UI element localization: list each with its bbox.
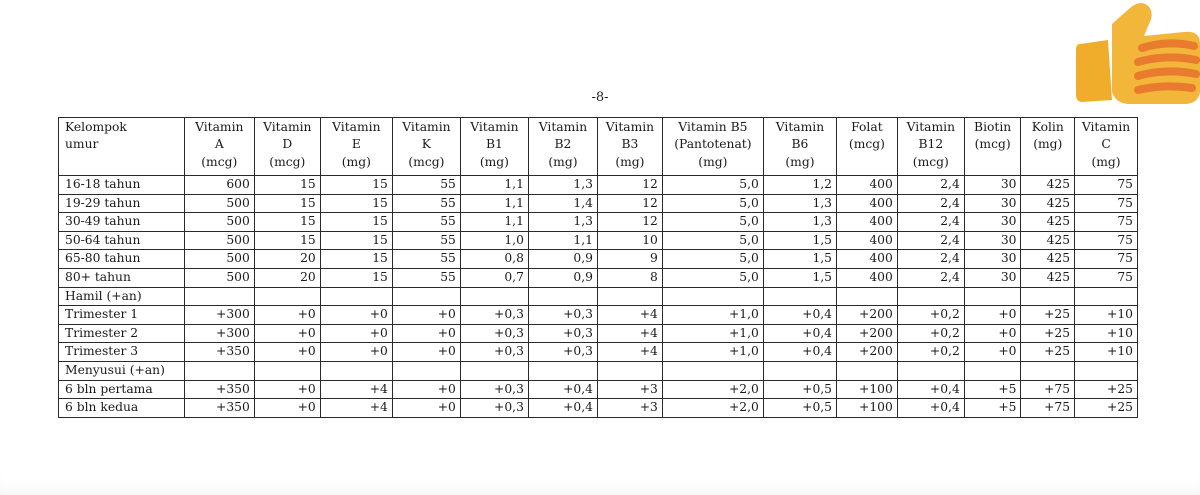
- table-cell: 75: [1075, 231, 1138, 250]
- table-cell: +300: [184, 306, 254, 325]
- table-cell: +0,4: [763, 343, 836, 362]
- column-header-line: Vitamin: [402, 120, 451, 134]
- table-cell: +0: [964, 324, 1021, 343]
- table-cell: [897, 287, 964, 306]
- table-cell: 425: [1021, 231, 1075, 250]
- table-cell: +0: [964, 343, 1021, 362]
- table-cell: +5: [964, 399, 1021, 418]
- table-cell: [597, 361, 662, 380]
- table-cell: 75: [1075, 213, 1138, 232]
- table-cell: 75: [1075, 268, 1138, 287]
- column-header: [662, 118, 763, 176]
- column-header-line: Biotin: [974, 120, 1012, 134]
- table-cell: +0: [392, 399, 460, 418]
- column-header-line: umur: [65, 137, 99, 152]
- table-cell: +1,0: [662, 324, 763, 343]
- table-cell: +0: [392, 306, 460, 325]
- column-header-line: Vitamin: [775, 120, 825, 134]
- table-cell: 20: [254, 250, 320, 269]
- column-header: [837, 118, 898, 176]
- column-header-line: (mg): [1033, 137, 1063, 152]
- table-cell: [597, 287, 662, 306]
- table-cell: +0: [392, 380, 460, 399]
- table-cell: 0,7: [460, 268, 528, 287]
- table-cell: +25: [1021, 343, 1075, 362]
- column-header-line: Vitamin: [470, 120, 519, 134]
- row-label: Menyusui (+an): [59, 361, 185, 380]
- table-row: [59, 213, 1138, 232]
- column-header-line: Folat: [851, 120, 883, 134]
- table-row: [59, 399, 1138, 418]
- table-cell: 55: [392, 231, 460, 250]
- table-cell: [184, 361, 254, 380]
- table-cell: +4: [320, 380, 392, 399]
- table-cell: +0,2: [897, 324, 964, 343]
- table-cell: +200: [837, 324, 898, 343]
- table-cell: 15: [254, 213, 320, 232]
- table-cell: 30: [964, 213, 1021, 232]
- table-cell: 1,0: [460, 231, 528, 250]
- table-cell: 12: [597, 194, 662, 213]
- column-header: [1021, 118, 1075, 176]
- column-header-line: Vitamin B5: [678, 120, 748, 134]
- table-cell: +0: [964, 306, 1021, 325]
- table-cell: 2,4: [897, 194, 964, 213]
- table-cell: +10: [1075, 324, 1138, 343]
- table-row: [59, 343, 1138, 362]
- column-header: [528, 118, 597, 176]
- table-cell: 20: [254, 268, 320, 287]
- table-cell: [320, 361, 392, 380]
- table-cell: 12: [597, 176, 662, 195]
- table-cell: 30: [964, 176, 1021, 195]
- table-cell: +0,3: [460, 306, 528, 325]
- table-cell: 5,0: [662, 250, 763, 269]
- table-cell: 1,1: [460, 194, 528, 213]
- table-cell: 500: [184, 268, 254, 287]
- column-header: [763, 118, 836, 176]
- table-cell: [392, 287, 460, 306]
- table-cell: [964, 287, 1021, 306]
- thumbs-up-icon: [1072, 0, 1200, 110]
- column-header-line: B2: [554, 137, 572, 152]
- column-header-line: K: [421, 137, 431, 152]
- column-header: [392, 118, 460, 176]
- table-cell: 5,0: [662, 176, 763, 195]
- column-header-line: (mcg): [912, 154, 949, 169]
- table-cell: [460, 287, 528, 306]
- table-cell: +0: [254, 306, 320, 325]
- column-header-line: (mcg): [201, 154, 238, 169]
- table-cell: +0,3: [528, 343, 597, 362]
- table-cell: 1,3: [528, 213, 597, 232]
- table-cell: 0,8: [460, 250, 528, 269]
- table-cell: 75: [1075, 194, 1138, 213]
- table-cell: 15: [254, 176, 320, 195]
- table-cell: [964, 361, 1021, 380]
- table-cell: +0,3: [460, 343, 528, 362]
- table-cell: +0,5: [763, 399, 836, 418]
- column-header-line: B12: [918, 137, 944, 152]
- column-header-line: Kolin: [1031, 120, 1064, 134]
- table-cell: 55: [392, 250, 460, 269]
- table-cell: +0: [392, 324, 460, 343]
- table-cell: [528, 361, 597, 380]
- table-cell: [837, 361, 898, 380]
- table-cell: +0,2: [897, 306, 964, 325]
- table-cell: 1,1: [528, 231, 597, 250]
- table-cell: 425: [1021, 268, 1075, 287]
- column-header-line: Vitamin: [332, 120, 381, 134]
- column-header-line: (mcg): [848, 137, 885, 152]
- table-cell: +0: [254, 343, 320, 362]
- table-cell: +4: [597, 306, 662, 325]
- table-cell: 425: [1021, 194, 1075, 213]
- column-header-line: E: [351, 137, 361, 152]
- table-cell: +4: [597, 343, 662, 362]
- table-cell: 1,1: [460, 213, 528, 232]
- column-header-line: D: [282, 137, 293, 152]
- column-header-line: Vitamin: [195, 120, 244, 134]
- column-header-line: C: [1101, 137, 1111, 152]
- column-header-line: (mcg): [974, 137, 1011, 152]
- table-cell: 400: [837, 194, 898, 213]
- row-label: Trimester 1: [59, 306, 185, 325]
- column-header-line: (mg): [1091, 154, 1121, 169]
- column-header-line: Vitamin: [605, 120, 655, 134]
- column-header: [1075, 118, 1138, 176]
- table-cell: +350: [184, 380, 254, 399]
- table-cell: +0,4: [897, 399, 964, 418]
- table-cell: +25: [1021, 306, 1075, 325]
- table-cell: 2,4: [897, 231, 964, 250]
- table-cell: +10: [1075, 306, 1138, 325]
- table-cell: [662, 287, 763, 306]
- table-cell: 500: [184, 213, 254, 232]
- section-row: [59, 287, 1138, 306]
- table-cell: 15: [320, 194, 392, 213]
- table-cell: +0: [320, 324, 392, 343]
- table-cell: 2,4: [897, 268, 964, 287]
- table-cell: 425: [1021, 213, 1075, 232]
- column-header: [597, 118, 662, 176]
- table-row: [59, 268, 1138, 287]
- column-header: [59, 118, 185, 176]
- table-cell: 400: [837, 231, 898, 250]
- table-cell: 15: [320, 231, 392, 250]
- table-cell: [1075, 361, 1138, 380]
- table-cell: +0: [254, 380, 320, 399]
- table-cell: 400: [837, 213, 898, 232]
- row-label: Trimester 2: [59, 324, 185, 343]
- table-cell: +100: [837, 380, 898, 399]
- table-cell: 1,3: [528, 176, 597, 195]
- table-cell: 55: [392, 213, 460, 232]
- table-row: [59, 306, 1138, 325]
- table-cell: 55: [392, 176, 460, 195]
- table-cell: 15: [254, 231, 320, 250]
- table-cell: 5,0: [662, 194, 763, 213]
- table-cell: +0,4: [528, 399, 597, 418]
- table-cell: 30: [964, 231, 1021, 250]
- table-cell: +0,3: [528, 306, 597, 325]
- column-header: [184, 118, 254, 176]
- row-label: 50-64 tahun: [59, 231, 185, 250]
- row-label: 30-49 tahun: [59, 213, 185, 232]
- table-cell: 30: [964, 194, 1021, 213]
- table-cell: [763, 287, 836, 306]
- row-label: Hamil (+an): [59, 287, 185, 306]
- table-cell: 425: [1021, 250, 1075, 269]
- table-cell: 15: [320, 176, 392, 195]
- table-cell: 1,5: [763, 231, 836, 250]
- table-cell: 15: [320, 250, 392, 269]
- table-cell: [1021, 361, 1075, 380]
- column-header: [320, 118, 392, 176]
- table-cell: +0,4: [528, 380, 597, 399]
- table-cell: 5,0: [662, 231, 763, 250]
- table-cell: [837, 287, 898, 306]
- table-cell: +0,4: [763, 324, 836, 343]
- header-row: [59, 118, 1138, 176]
- column-header-line: Vitamin: [906, 120, 955, 134]
- table-cell: 75: [1075, 250, 1138, 269]
- table-cell: +0,3: [460, 380, 528, 399]
- column-header-line: (mg): [479, 154, 509, 169]
- table-cell: [392, 361, 460, 380]
- table-cell: 10: [597, 231, 662, 250]
- table-cell: 1,2: [763, 176, 836, 195]
- table-cell: 30: [964, 250, 1021, 269]
- table-cell: 1,5: [763, 250, 836, 269]
- table-cell: [1021, 287, 1075, 306]
- table-cell: [1075, 287, 1138, 306]
- table-cell: [320, 287, 392, 306]
- table-row: [59, 231, 1138, 250]
- table-cell: [254, 361, 320, 380]
- table-cell: +75: [1021, 399, 1075, 418]
- table-cell: +300: [184, 324, 254, 343]
- column-header-line: (mcg): [408, 154, 445, 169]
- column-header-line: (mg): [341, 154, 371, 169]
- table-cell: +0: [254, 399, 320, 418]
- table-cell: [763, 361, 836, 380]
- table-cell: 500: [184, 250, 254, 269]
- table-cell: +4: [597, 324, 662, 343]
- table-cell: [254, 287, 320, 306]
- table-cell: +200: [837, 306, 898, 325]
- table-cell: 12: [597, 213, 662, 232]
- column-header: [897, 118, 964, 176]
- column-header: [460, 118, 528, 176]
- column-header: [964, 118, 1021, 176]
- table-header: [59, 118, 1138, 176]
- table-cell: 1,3: [763, 213, 836, 232]
- column-header-line: B3: [621, 137, 639, 152]
- table-cell: +200: [837, 343, 898, 362]
- table-cell: +350: [184, 343, 254, 362]
- table-row: [59, 380, 1138, 399]
- table-cell: 55: [392, 194, 460, 213]
- table-cell: +100: [837, 399, 898, 418]
- column-header-line: (mg): [785, 154, 815, 169]
- table-cell: +350: [184, 399, 254, 418]
- table-cell: +0,5: [763, 380, 836, 399]
- column-header-line: B6: [791, 137, 809, 152]
- table-cell: +0,4: [763, 306, 836, 325]
- table-cell: +0,2: [897, 343, 964, 362]
- table-cell: 2,4: [897, 176, 964, 195]
- table-cell: 15: [254, 194, 320, 213]
- table-cell: +0: [392, 343, 460, 362]
- table-cell: +0: [320, 343, 392, 362]
- table-cell: 400: [837, 268, 898, 287]
- table-cell: +0,3: [460, 399, 528, 418]
- table-cell: 2,4: [897, 250, 964, 269]
- table-cell: 9: [597, 250, 662, 269]
- table-cell: 55: [392, 268, 460, 287]
- table-cell: +0: [254, 324, 320, 343]
- column-header-line: (mcg): [269, 154, 306, 169]
- table-cell: 2,4: [897, 213, 964, 232]
- nutrition-table: [58, 117, 1138, 418]
- table-cell: 500: [184, 194, 254, 213]
- column-header-line: (mg): [698, 154, 728, 169]
- table-cell: 0,9: [528, 268, 597, 287]
- column-header: [254, 118, 320, 176]
- table-cell: +75: [1021, 380, 1075, 399]
- table-cell: [528, 287, 597, 306]
- table-cell: 425: [1021, 176, 1075, 195]
- table-cell: [184, 287, 254, 306]
- table-cell: 400: [837, 176, 898, 195]
- column-header-line: B1: [485, 137, 503, 152]
- table-row: [59, 176, 1138, 195]
- table-cell: +2,0: [662, 380, 763, 399]
- table-cell: 5,0: [662, 268, 763, 287]
- section-row: [59, 361, 1138, 380]
- table-cell: +25: [1021, 324, 1075, 343]
- table-cell: 30: [964, 268, 1021, 287]
- table-cell: +10: [1075, 343, 1138, 362]
- column-header-line: (Pantotenat): [674, 137, 752, 152]
- table-cell: [897, 361, 964, 380]
- table-cell: 400: [837, 250, 898, 269]
- table-cell: 1,1: [460, 176, 528, 195]
- row-label: 6 bln kedua: [59, 399, 185, 418]
- table-cell: +25: [1075, 399, 1138, 418]
- table-cell: +1,0: [662, 343, 763, 362]
- table-cell: +5: [964, 380, 1021, 399]
- table-cell: +25: [1075, 380, 1138, 399]
- row-label: 65-80 tahun: [59, 250, 185, 269]
- column-header-line: Kelompok: [65, 120, 127, 134]
- table-cell: 600: [184, 176, 254, 195]
- column-header-line: Vitamin: [263, 120, 312, 134]
- table-cell: [460, 361, 528, 380]
- table-cell: 500: [184, 231, 254, 250]
- table-cell: +4: [320, 399, 392, 418]
- table-cell: 1,4: [528, 194, 597, 213]
- table-cell: +1,0: [662, 306, 763, 325]
- row-label: Trimester 3: [59, 343, 185, 362]
- table-row: [59, 324, 1138, 343]
- table-cell: +0,3: [528, 324, 597, 343]
- column-header-line: A: [214, 137, 224, 152]
- table-cell: +2,0: [662, 399, 763, 418]
- table-cell: +3: [597, 380, 662, 399]
- table-cell: 8: [597, 268, 662, 287]
- table-cell: +0,4: [897, 380, 964, 399]
- table-cell: [662, 361, 763, 380]
- table-row: [59, 194, 1138, 213]
- column-header-line: Vitamin: [538, 120, 588, 134]
- page-number: -8-: [591, 90, 609, 105]
- table-cell: +3: [597, 399, 662, 418]
- table-cell: +0: [320, 306, 392, 325]
- table-cell: 5,0: [662, 213, 763, 232]
- table-cell: +0,3: [460, 324, 528, 343]
- row-label: 80+ tahun: [59, 268, 185, 287]
- row-label: 19-29 tahun: [59, 194, 185, 213]
- table-body: [59, 176, 1138, 418]
- column-header-line: (mg): [615, 154, 645, 169]
- table-cell: 75: [1075, 176, 1138, 195]
- column-header-line: Vitamin: [1081, 120, 1131, 134]
- column-header-line: (mg): [548, 154, 578, 169]
- table-cell: 0,9: [528, 250, 597, 269]
- table-cell: 15: [320, 268, 392, 287]
- table-cell: 1,3: [763, 194, 836, 213]
- row-label: 16-18 tahun: [59, 176, 185, 195]
- table-cell: 1,5: [763, 268, 836, 287]
- row-label: 6 bln pertama: [59, 380, 185, 399]
- table-cell: 15: [320, 213, 392, 232]
- table-row: [59, 250, 1138, 269]
